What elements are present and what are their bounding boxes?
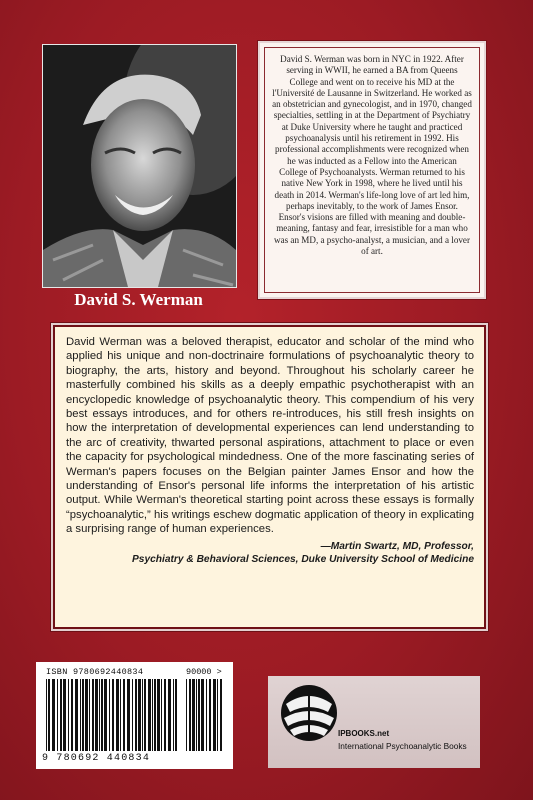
author-bio-text: David S. Werman was born in NYC in 1922. After serving in WWII, he earned a BA from Queens College and went on to receive his MD at the l'Université de Lausanne in Switzerland. He worked as an obstetrician and gynecologist, and in 1970, changed specialties, settling in at the Department of Psychiatry at Duke University where he taught and practiced psychoanalysis until his retirement in 1992. His professional accomplishments were recognized when he was inducted as a Fellow into the American College of Psychoanalysts. Werman returned to his native New York in 1998, where he lived until his death in 2014. Werman's life-long love of art led him, perhaps inevitably, to the work of James Ensor. Ensor's visions are filled with meaning and double-meaning, fantasy and fear, irresistible for a man who was an MD, a psycho-analyst, a musician, and a lover of art.	[272, 54, 472, 257]
author-bio-inner-border	[264, 47, 480, 293]
blurb-attribution	[66, 540, 474, 567]
author-photo-caption: David S. Werman	[74, 290, 203, 309]
blurb-text: David Werman was a beloved therapist, educator and scholar of the mind who applied his unique and non-doctrinaire formulations of psychoanalytic theory to biography, the arts, history and beyond. Throughout his scholarly career he masterfully combined his skills as a deeply empathic psychotherapist with an encyclopedic knowledge of psychoanalytic theory. This compendium of his very best essays introduces, and for others re-introduces, his still fresh insights on how the interpretation of developmental experiences can lend understanding to the arc of creativity, thwarted personal aspirations, attachment to place or even the capacity for psychological mindedness. One of the more fascinating series of Werman's papers focuses on the Belgian painter James Ensor and how the understanding of Ensor's personal life informs the interpretation of his artistic output. While Werman's theoretical starting point across these essays is formally “psychoanalytic,” his writings eschew dogmatic application of theory in explicating a surprising range of human experiences.	[66, 336, 474, 536]
publisher-name: International Psychoanalytic Books	[338, 741, 467, 751]
isbn-label: ISBN 9780692440834	[46, 667, 144, 677]
attribution-line-2: Psychiatry & Behavioral Sciences, Duke University School of Medicine	[132, 554, 474, 566]
attribution-line-1: —Martin Swartz, MD, Professor,	[320, 540, 474, 552]
author-bio-panel	[258, 41, 486, 299]
publisher-domain: IPBOOKS.net	[338, 729, 390, 738]
author-photo	[42, 44, 237, 288]
price-code: 90000 >	[186, 667, 222, 677]
barcode-bars	[46, 679, 178, 751]
barcode-addon-bars	[186, 679, 226, 751]
publisher-panel	[268, 676, 480, 768]
isbn-digits: 9 780692 440834	[42, 753, 151, 764]
isbn-barcode	[36, 662, 233, 769]
blurb-panel	[53, 325, 486, 629]
globe-books-logo-icon	[278, 682, 340, 744]
